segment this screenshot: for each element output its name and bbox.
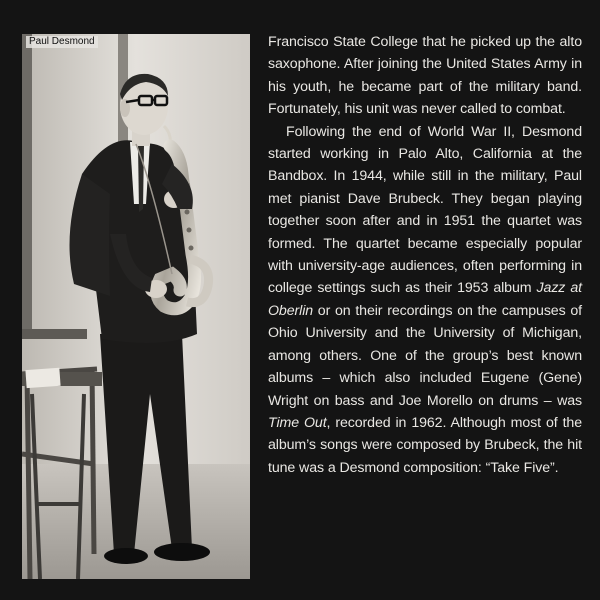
album-title-jazz-at-oberlin: Jazz at Oberlin — [268, 280, 582, 319]
photo-caption: Paul Desmond — [26, 36, 98, 48]
paragraph-1: Francisco State College that he picked up the alto saxophone. After joining the United States Army in his youth, he became part of the military band. Fortunately, his unit was never called to combat. — [268, 34, 582, 118]
album-title-time-out: Time Out — [268, 414, 327, 431]
saxophonist-photo-illustration — [22, 34, 250, 579]
paragraph-2-part-3: , recorded in 1962. Although most of the album’s songs were composed by Brubeck, the hit tune was a Desmond composition: “Take Five”. — [268, 414, 582, 476]
paragraph-2 — [268, 121, 582, 480]
paragraph-2-part-1: Following the end of World War II, Desmond started working in Palo Alto, California at the Bandbox. In 1944, while still in the military, Paul met pianist Dave Brubeck. They began playing together soon after and in 1951 the quartet was formed. The quartet became especially popular with university-age audiences, often performing in college settings such as their 1953 album — [268, 123, 582, 297]
portrait-photo — [22, 34, 250, 579]
article-text — [268, 31, 582, 479]
paragraph-2-part-2: or on their recordings on the campuses of Ohio University and the University of Michigan, among others. One of the group’s best known albums – which also included Eugene (Gene) Wright on bass and Joe Morello on drums – was — [268, 302, 582, 409]
